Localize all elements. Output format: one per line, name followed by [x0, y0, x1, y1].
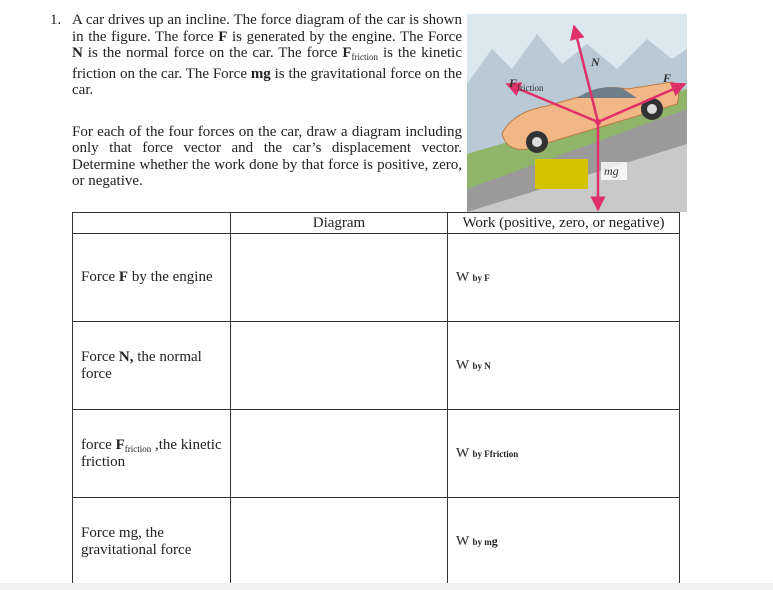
- force-label-cell: [73, 410, 231, 498]
- work-label: W by N: [456, 358, 491, 373]
- p1-text-5: is the gravitational force on the car.: [72, 65, 462, 98]
- diagram-cell[interactable]: [231, 322, 448, 410]
- table-row: [73, 322, 680, 410]
- force-label-text: Force mg, the gravitational force: [81, 524, 192, 558]
- work-cell[interactable]: [448, 498, 680, 586]
- work-cell[interactable]: [448, 322, 680, 410]
- table-row: [73, 498, 680, 586]
- label-n: N: [591, 55, 600, 69]
- force-label-rest: the normal force: [81, 348, 202, 382]
- force-label-subscript: friction: [124, 443, 152, 454]
- bottom-band: [0, 583, 773, 590]
- car-center-point: [595, 119, 601, 125]
- diagram-cell[interactable]: [231, 498, 448, 586]
- work-label: W by Ffriction: [456, 446, 519, 461]
- force-label-rest: by the engine: [128, 269, 213, 285]
- p1-text-4: is the kinetic friction on the car. The Force: [72, 45, 462, 82]
- force-label-cell: [73, 234, 231, 322]
- work-cell[interactable]: [448, 234, 680, 322]
- work-table: [72, 212, 680, 586]
- p1-force-mg: mg: [250, 65, 271, 82]
- work-label: W by F: [456, 270, 490, 285]
- p1-force-f: F: [218, 28, 228, 45]
- table-row: [73, 410, 680, 498]
- force-diagram-figure: [467, 14, 687, 212]
- p1-force-n: N: [72, 45, 83, 61]
- label-friction: $F_{friction}$: [509, 76, 544, 93]
- p1-force-friction: F: [342, 45, 352, 61]
- force-label-text: Force: [81, 348, 119, 365]
- table-row: [73, 234, 680, 322]
- header-cell-empty: [73, 213, 231, 234]
- force-label-text: Force: [81, 269, 119, 285]
- p1-text-3: is the normal force on the car. The force: [82, 45, 343, 61]
- force-label-bold: F: [115, 436, 125, 453]
- problem-statement: [50, 12, 462, 190]
- diagram-cell[interactable]: [231, 410, 448, 498]
- label-mg: mg: [604, 164, 619, 178]
- label-f: F: [663, 71, 672, 85]
- problem-number: 1.: [50, 12, 62, 28]
- problem-paragraph-1: [72, 12, 462, 99]
- force-label-text: force: [81, 436, 116, 453]
- header-cell-work: Work (positive, zero, or negative): [448, 213, 680, 234]
- diagram-cell[interactable]: [231, 234, 448, 322]
- p1-text-2: is generated by the engine. The Force: [227, 28, 462, 45]
- yellow-highlight-box: [535, 159, 588, 189]
- work-label: W by mg: [456, 534, 498, 549]
- header-cell-diagram: Diagram: [231, 213, 448, 234]
- p1-friction-subscript: friction: [351, 52, 378, 62]
- force-label-rest: ,the kinetic friction: [81, 436, 222, 470]
- p1-text-1: A car drives up an incline. The force diagram of the car is shown in the figure. The force: [72, 12, 462, 45]
- table-header-row: [73, 213, 680, 234]
- force-label-cell: [73, 322, 231, 410]
- force-label-cell: [73, 498, 231, 586]
- work-cell[interactable]: [448, 410, 680, 498]
- force-label-bold: F: [118, 269, 129, 285]
- problem-paragraph-2: For each of the four forces on the car, draw a diagram including only that force vector and the car’s displacement vector. Determine whether the work done by that force is positive, zero, or negative.: [72, 123, 462, 189]
- force-label-bold: N,: [118, 348, 134, 365]
